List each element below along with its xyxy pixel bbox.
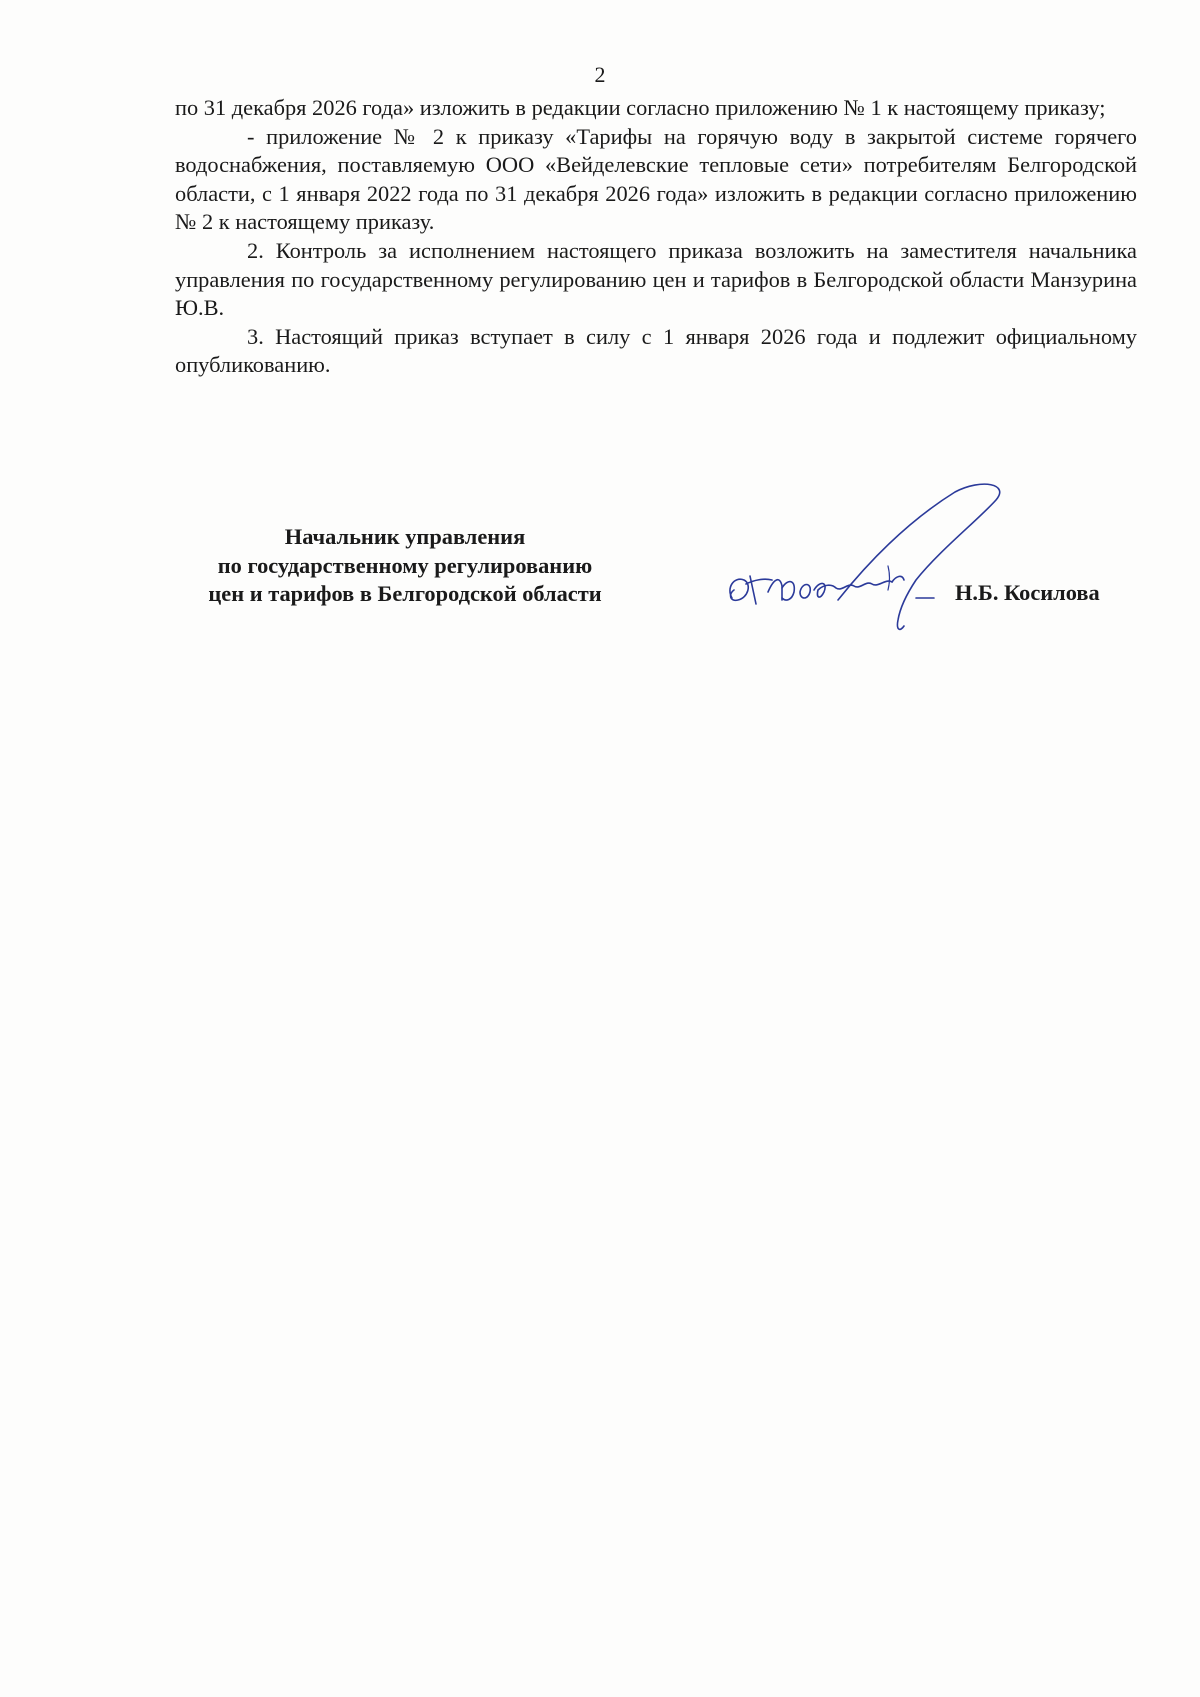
paragraph-appendix-2: - приложение № 2 к приказу «Тарифы на горячую воду в закрытой системе горячего водоснабжения, поставляемую ООО «Вейделевские тепловые сети» потребителям Белгородской области, с 1 января 2022 года по 31 декабря 2026 года» изложить в редакции согласно приложению № 2 к настоящему приказу.: [175, 123, 1137, 235]
paragraph-control: 2. Контроль за исполнением настоящего приказа возложить на заместителя начальника управления по государственному регулированию цен и тарифов в Белгородской области Манзурина Ю.В.: [175, 237, 1137, 321]
document-body: [175, 94, 1137, 380]
paragraph-effective-date: 3. Настоящий приказ вступает в силу с 1 января 2026 года и подлежит официальному опубликованию.: [175, 323, 1137, 378]
signatory-title-line-2: по государственному регулированию: [217, 552, 593, 578]
handwritten-signature: [720, 480, 1050, 650]
signer-name: Н.Б. Косилова: [955, 580, 1100, 605]
paragraph-continuation: по 31 декабря 2026 года» изложить в редакции согласно приложению № 1 к настоящему приказу;: [175, 95, 1106, 120]
signatory-title-line-3: цен и тарифов в Белгородской области: [208, 581, 602, 607]
signatory-title-line-1: Начальник управления: [284, 524, 526, 549]
page-number: 2: [594, 62, 606, 87]
signatory-title: [175, 523, 635, 609]
